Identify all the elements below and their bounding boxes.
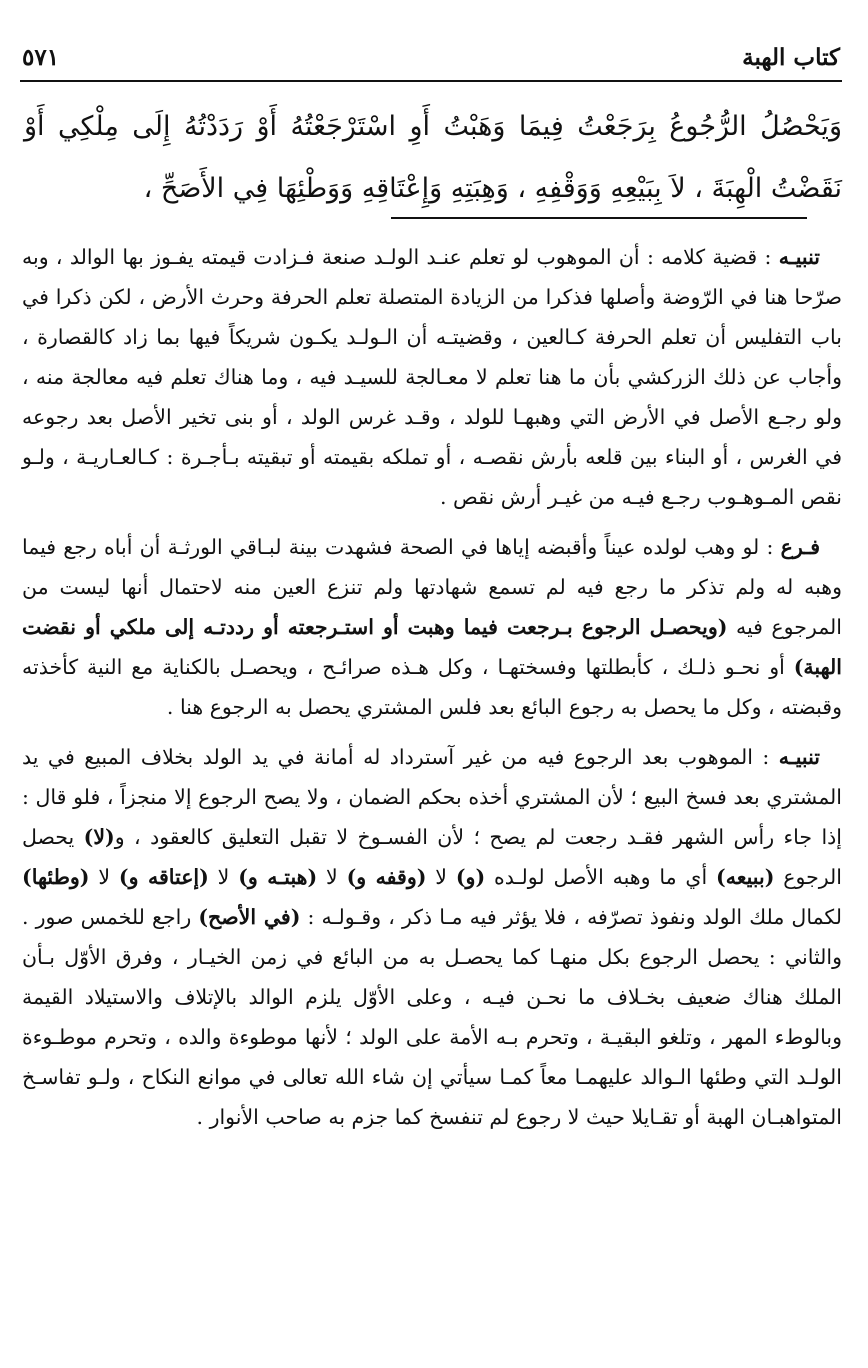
paragraph-text: راجع للخمس صور . والثاني : يحصل الرجوع بكل منهـا كما يحصـل به من البائع في زمن الخيـار ، وفرق الأوّل بـأن الملك هناك ضعيف بخـلاف ما نحـن فيـه ، وعلى الأوّل يلزم الوالد بالإتلاف والاستيلاد القيمة وبالوطء المهر ، وتلغو البقيـة ، وتحرم بـه الأمة على الولد ؛ لأنها موطوءة والده ، وتحرم موطـوءة الولـد التي وطئها الـوالد عليهمـا معاً كمـا سيأتي إن شاء الله تعالى في موانع النكاح ، ولـو تفاسـخ المتواهبـان الهبة أو تقـايلا حيث لا رجوع لم تنفسخ كما جزم به صاحب الأنوار . bbox=[22, 905, 842, 1129]
paragraph-text: لا bbox=[208, 865, 239, 889]
paragraph-text: لا bbox=[317, 865, 347, 889]
paragraph-text: لكمال ملك الولد ونفوذ تصرّفه ، فلا يؤثر فيه مـا ذكر ، وقـولـه : bbox=[300, 905, 842, 929]
paragraph-lead: تنبيـه bbox=[778, 745, 820, 769]
matn-quote: (إعتاقه و) bbox=[118, 865, 209, 889]
commentary-paragraph bbox=[22, 237, 842, 517]
matn-quote: (هبتـه و) bbox=[238, 865, 318, 889]
paragraph-text: لا bbox=[426, 865, 456, 889]
matn-quote: (لا) bbox=[83, 825, 115, 849]
paragraph-text: أي ما وهبه الأصل لولـده bbox=[485, 865, 717, 889]
page-header bbox=[20, 40, 842, 82]
matn-quote: (في الأصح) bbox=[198, 905, 301, 929]
paragraph-text: : الموهوب بعد الرجوع فيه من غير آسترداد له أمانة في يد الولد بخلاف المبيع في يد المشتري بعد فسخ البيع ؛ لأن المشتري أخذه بحكم الضمان ، ولا يصح الرجوع إلا منجزاً ، فلو قال : إذا جاء رأس الشهر فقـد رجعت لم يصح ؛ لأن الفسـوخ لا تقبل التعليق كالعقود ، و bbox=[22, 745, 842, 849]
matn-quote: (و) bbox=[455, 865, 486, 889]
running-title: كتاب الهبة bbox=[742, 44, 840, 71]
paragraph-text: : قضية كلامه : أن الموهوب لو تعلم عنـد الولـد صنعة فـزادت قيمته يفـوز بها الوالد ، وبه صرّحا هنا في الرّوضة وأصلها فذكرا من الزيادة المتصلة تعلم الحرفة وحرث الأرض ، لكن ذكرا في باب التفليس أن تعلم الحرفة كـالعين ، وقضيتـه أن الـولـد يكـون شريكاً فيها بما زاد كالقصارة ، وأجاب عن ذلك الزركشي بأن ما هنا تعلم لا معـالجة للسيـد فيه ، وما هناك تعلم فيه معالجة منه ، ولو رجـع الأصل في الأرض التي وهبهـا للولد ، وقـد غرس الولد ، أو بنى تخير الأصل بعد رجوعه في الغرس ، أو البناء بين قلعه بأرش نقصـه ، أو تملكه بقيمته أو تبقيته بـأجـرة : كـالعـاريـة ، ولـو نقص المـوهـوب رجـع فيـه من غيـر أرش نقص . bbox=[22, 245, 842, 509]
paragraph-lead: فـرع bbox=[780, 535, 820, 559]
commentary-paragraph bbox=[22, 527, 842, 727]
commentary-paragraph bbox=[22, 737, 842, 1137]
commentary bbox=[22, 237, 842, 1147]
matn-separator-rule bbox=[391, 217, 808, 219]
matn-quote: (وطئها) bbox=[22, 865, 90, 889]
matn-quote: (وقفه و) bbox=[346, 865, 427, 889]
matn-text: وَيَحْصُلُ الرُّجُوعُ بِرَجَعْتُ فِيمَا وَهَبْتُ أَوِ اسْتَرْجَعْتُهُ أَوْ رَدَدْتُهُ إِلَى مِلْكِي أَوْ نَقَضْتُ الْهِبَةَ ، لاَ بِبَيْعِهِ وَوَقْفِهِ ، وَهِبَتِهِ وَإِعْتَاقِهِ وَوَطْئِهَا فِي الأَصَحِّ ، bbox=[24, 111, 842, 204]
page-number: ٥٧١ bbox=[22, 44, 60, 71]
matn-quote: (ببيعه) bbox=[716, 865, 775, 889]
paragraph-text: أو نحـو ذلـك ، كأبطلتها وفسختهـا ، وكل هـذه صرائـح ، ويحصـل بالكناية مع النية كأخذته وقبضته ، وكل ما يحصل به رجوع البائع بعد فلس المشتري يحصل به الرجوع هنا . bbox=[22, 655, 842, 719]
paragraph-text: يحصل الرجوع bbox=[22, 825, 842, 889]
paragraph-lead: تنبيـه bbox=[778, 245, 820, 269]
paragraph-text: لا bbox=[89, 865, 119, 889]
matn-quote: (ويحصـل الرجوع بـرجعت فيما وهبت أو استـرجعته أو رددتـه إلى ملكي أو نقضت الهبة) bbox=[22, 615, 842, 679]
paragraph-text: : لو وهب لولده عيناً وأقبضه إياها في الصحة فشهدت بينة لبـاقي الورثـة أن أباه رجع فيما وهبه له ولم تذكر ما رجع فيه لم تسمع شهادتها ولم تنزع العين منه لاحتمال أنها ليست من المرجوع فيه bbox=[22, 535, 843, 639]
